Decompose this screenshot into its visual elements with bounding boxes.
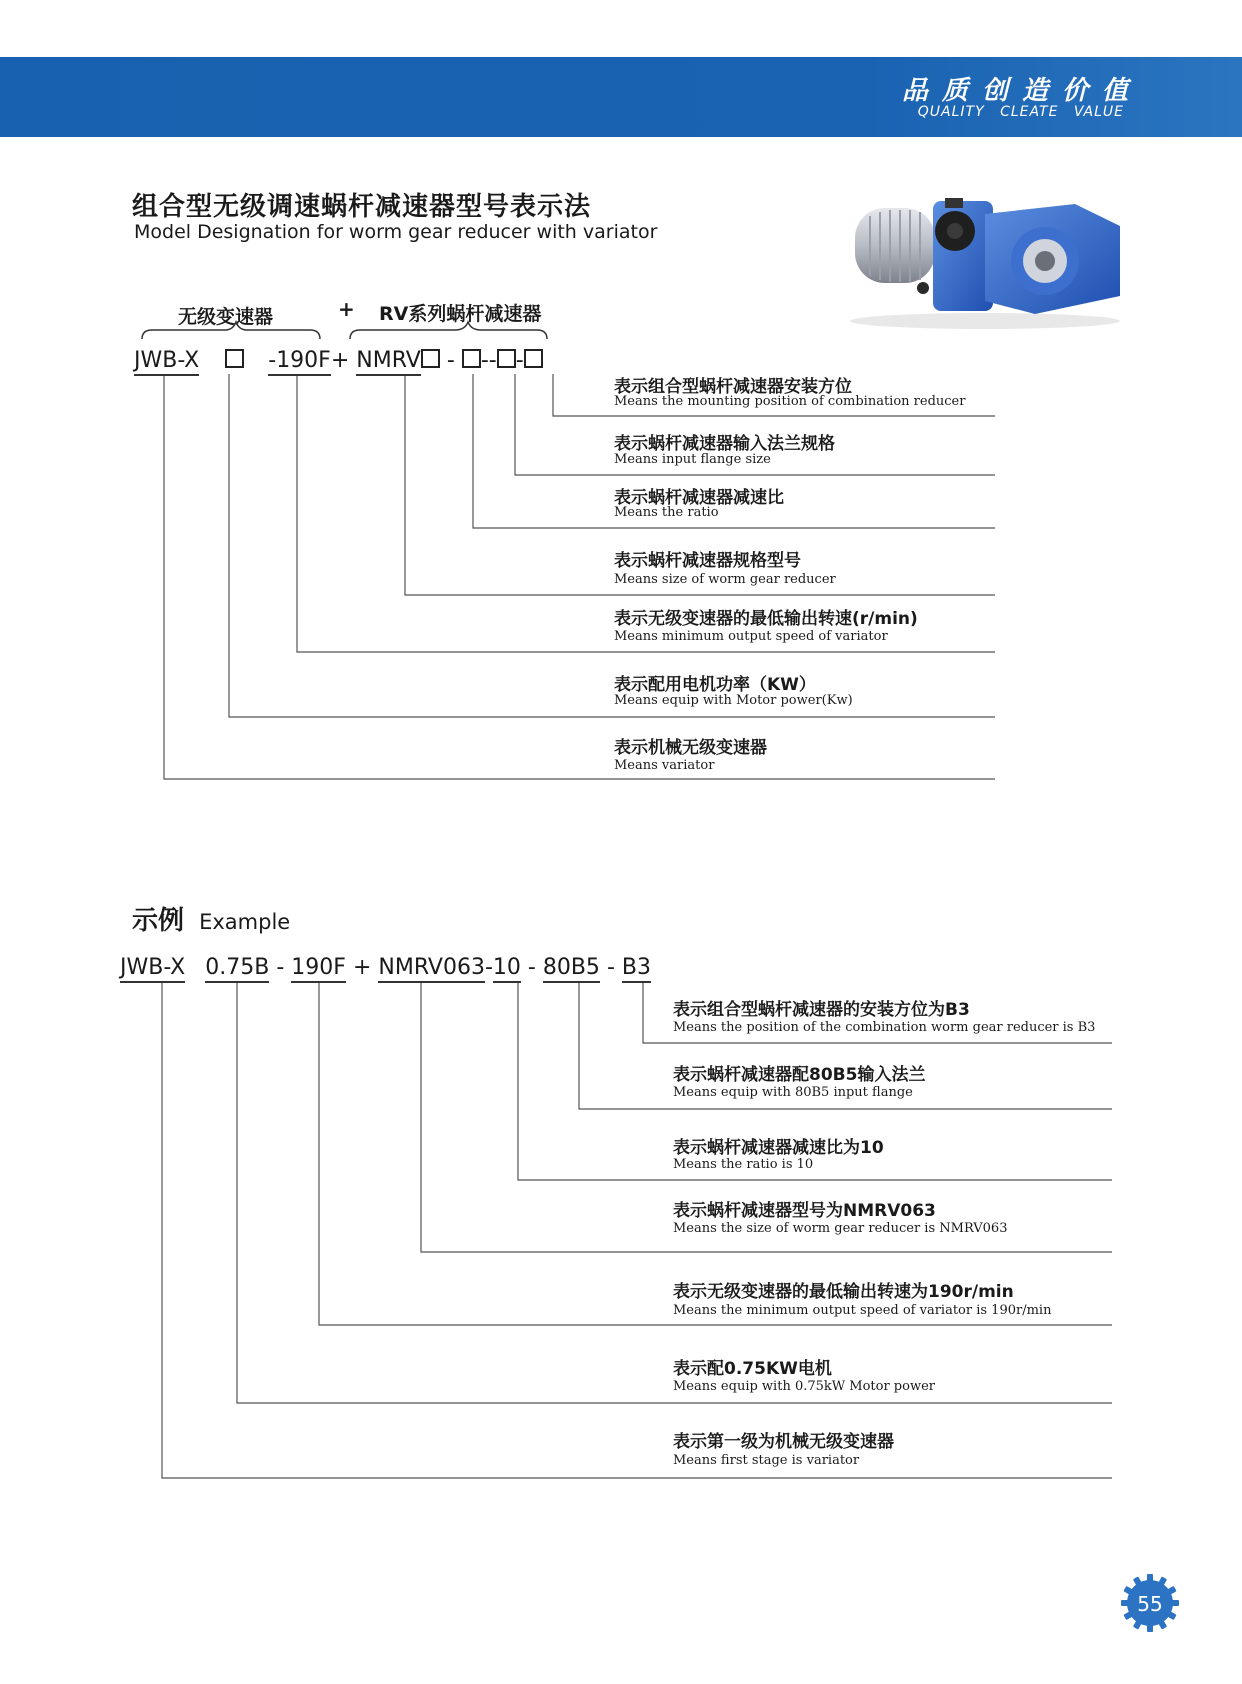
ex-item6-en: Means equip with 0.75kW Motor power	[673, 1379, 935, 1394]
code-speed: -190F	[268, 348, 331, 376]
mounting-placeholder-box	[524, 349, 543, 368]
example-title-en: Example	[199, 910, 291, 934]
example-title	[132, 900, 290, 937]
ex-code-mounting: B3	[622, 955, 651, 983]
ex-code-power: 0.75B	[205, 955, 269, 983]
code-nmrv: NMRV	[356, 348, 421, 376]
item7-en: Means variator	[614, 758, 715, 773]
item6-cn: 表示配用电机功率（KW）	[614, 675, 816, 695]
ex-item3-en: Means the ratio is 10	[673, 1157, 814, 1172]
ex-item1-en: Means the position of the combination worm gear reducer is B3	[673, 1020, 1096, 1035]
code-dash-3: -	[515, 348, 524, 373]
example-code	[120, 955, 651, 980]
ex-code-flange: 80B5	[543, 955, 600, 983]
size-placeholder-box	[421, 349, 440, 368]
designation-code	[134, 348, 543, 373]
ex-plus: +	[352, 955, 372, 980]
ex-code-series: JWB-X	[120, 955, 185, 983]
flange-placeholder-box	[497, 349, 516, 368]
ex-code-speed: 190F	[291, 955, 346, 983]
item4-cn: 表示蜗杆减速器规格型号	[614, 551, 801, 571]
ex-item5-cn: 表示无级变速器的最低输出转速为190r/min	[673, 1282, 1014, 1302]
slogan-english: QUALITY CLEATE VALUE	[917, 104, 1124, 120]
ex-item3-cn: 表示蜗杆减速器减速比为10	[673, 1138, 884, 1158]
section-title-chinese: 组合型无级调速蜗杆减速器型号表示法	[132, 192, 592, 222]
code-dash-2: --	[480, 348, 497, 373]
item4-en: Means size of worm gear reducer	[614, 572, 836, 587]
code-series: JWB-X	[134, 348, 199, 376]
ex-item5-en: Means the minimum output speed of variator is 190r/min	[673, 1303, 1052, 1318]
code-dash-1: -	[446, 348, 455, 373]
ex-code-ratio: 10	[493, 955, 521, 983]
item1-en: Means the mounting position of combination reducer	[614, 394, 966, 409]
item1-cn: 表示组合型蜗杆减速器安装方位	[614, 377, 852, 397]
item7-cn: 表示机械无级变速器	[614, 738, 767, 758]
item2-cn: 表示蜗杆减速器输入法兰规格	[614, 434, 835, 454]
section-title-english: Model Designation for worm gear reducer with variator	[134, 221, 658, 243]
ex-item4-en: Means the size of worm gear reducer is NMRV063	[673, 1221, 1008, 1236]
plus-sign: +	[338, 297, 355, 321]
item5-cn: 表示无级变速器的最低输出转速(r/min)	[614, 609, 918, 629]
ex-item2-en: Means equip with 80B5 input flange	[673, 1085, 913, 1100]
page-number-badge	[1121, 1574, 1179, 1632]
code-plus: +	[330, 348, 350, 373]
ex-item4-cn: 表示蜗杆减速器型号为NMRV063	[673, 1201, 936, 1221]
ex-dash-4: -	[606, 955, 615, 980]
slogan-chinese: 品质创造价值	[901, 76, 1142, 106]
example-title-cn: 示例	[132, 906, 185, 936]
power-placeholder-box	[225, 349, 244, 368]
ex-dash-1: -	[276, 955, 285, 980]
item2-en: Means input flange size	[614, 452, 771, 467]
item6-en: Means equip with Motor power(Kw)	[614, 693, 853, 708]
ex-item7-cn: 表示第一级为机械无级变速器	[673, 1432, 894, 1452]
ex-code-size: NMRV063	[378, 955, 485, 983]
variator-group-label: 无级变速器	[178, 306, 274, 328]
ex-item7-en: Means first stage is variator	[673, 1453, 860, 1468]
ex-item2-cn: 表示蜗杆减速器配80B5输入法兰	[673, 1065, 926, 1085]
item5-en: Means minimum output speed of variator	[614, 629, 888, 644]
ex-item6-cn: 表示配0.75KW电机	[673, 1359, 832, 1379]
page-number: 55	[1137, 1592, 1163, 1616]
item3-en: Means the ratio	[614, 505, 719, 520]
ex-dash-3: -	[527, 955, 536, 980]
reducer-group-label: RV系列蜗杆减速器	[379, 303, 542, 325]
ratio-placeholder-box	[462, 349, 481, 368]
ex-dash-2: -	[484, 955, 493, 980]
item3-cn: 表示蜗杆减速器减速比	[614, 488, 784, 508]
ex-item1-cn: 表示组合型蜗杆减速器的安装方位为B3	[673, 1000, 970, 1020]
